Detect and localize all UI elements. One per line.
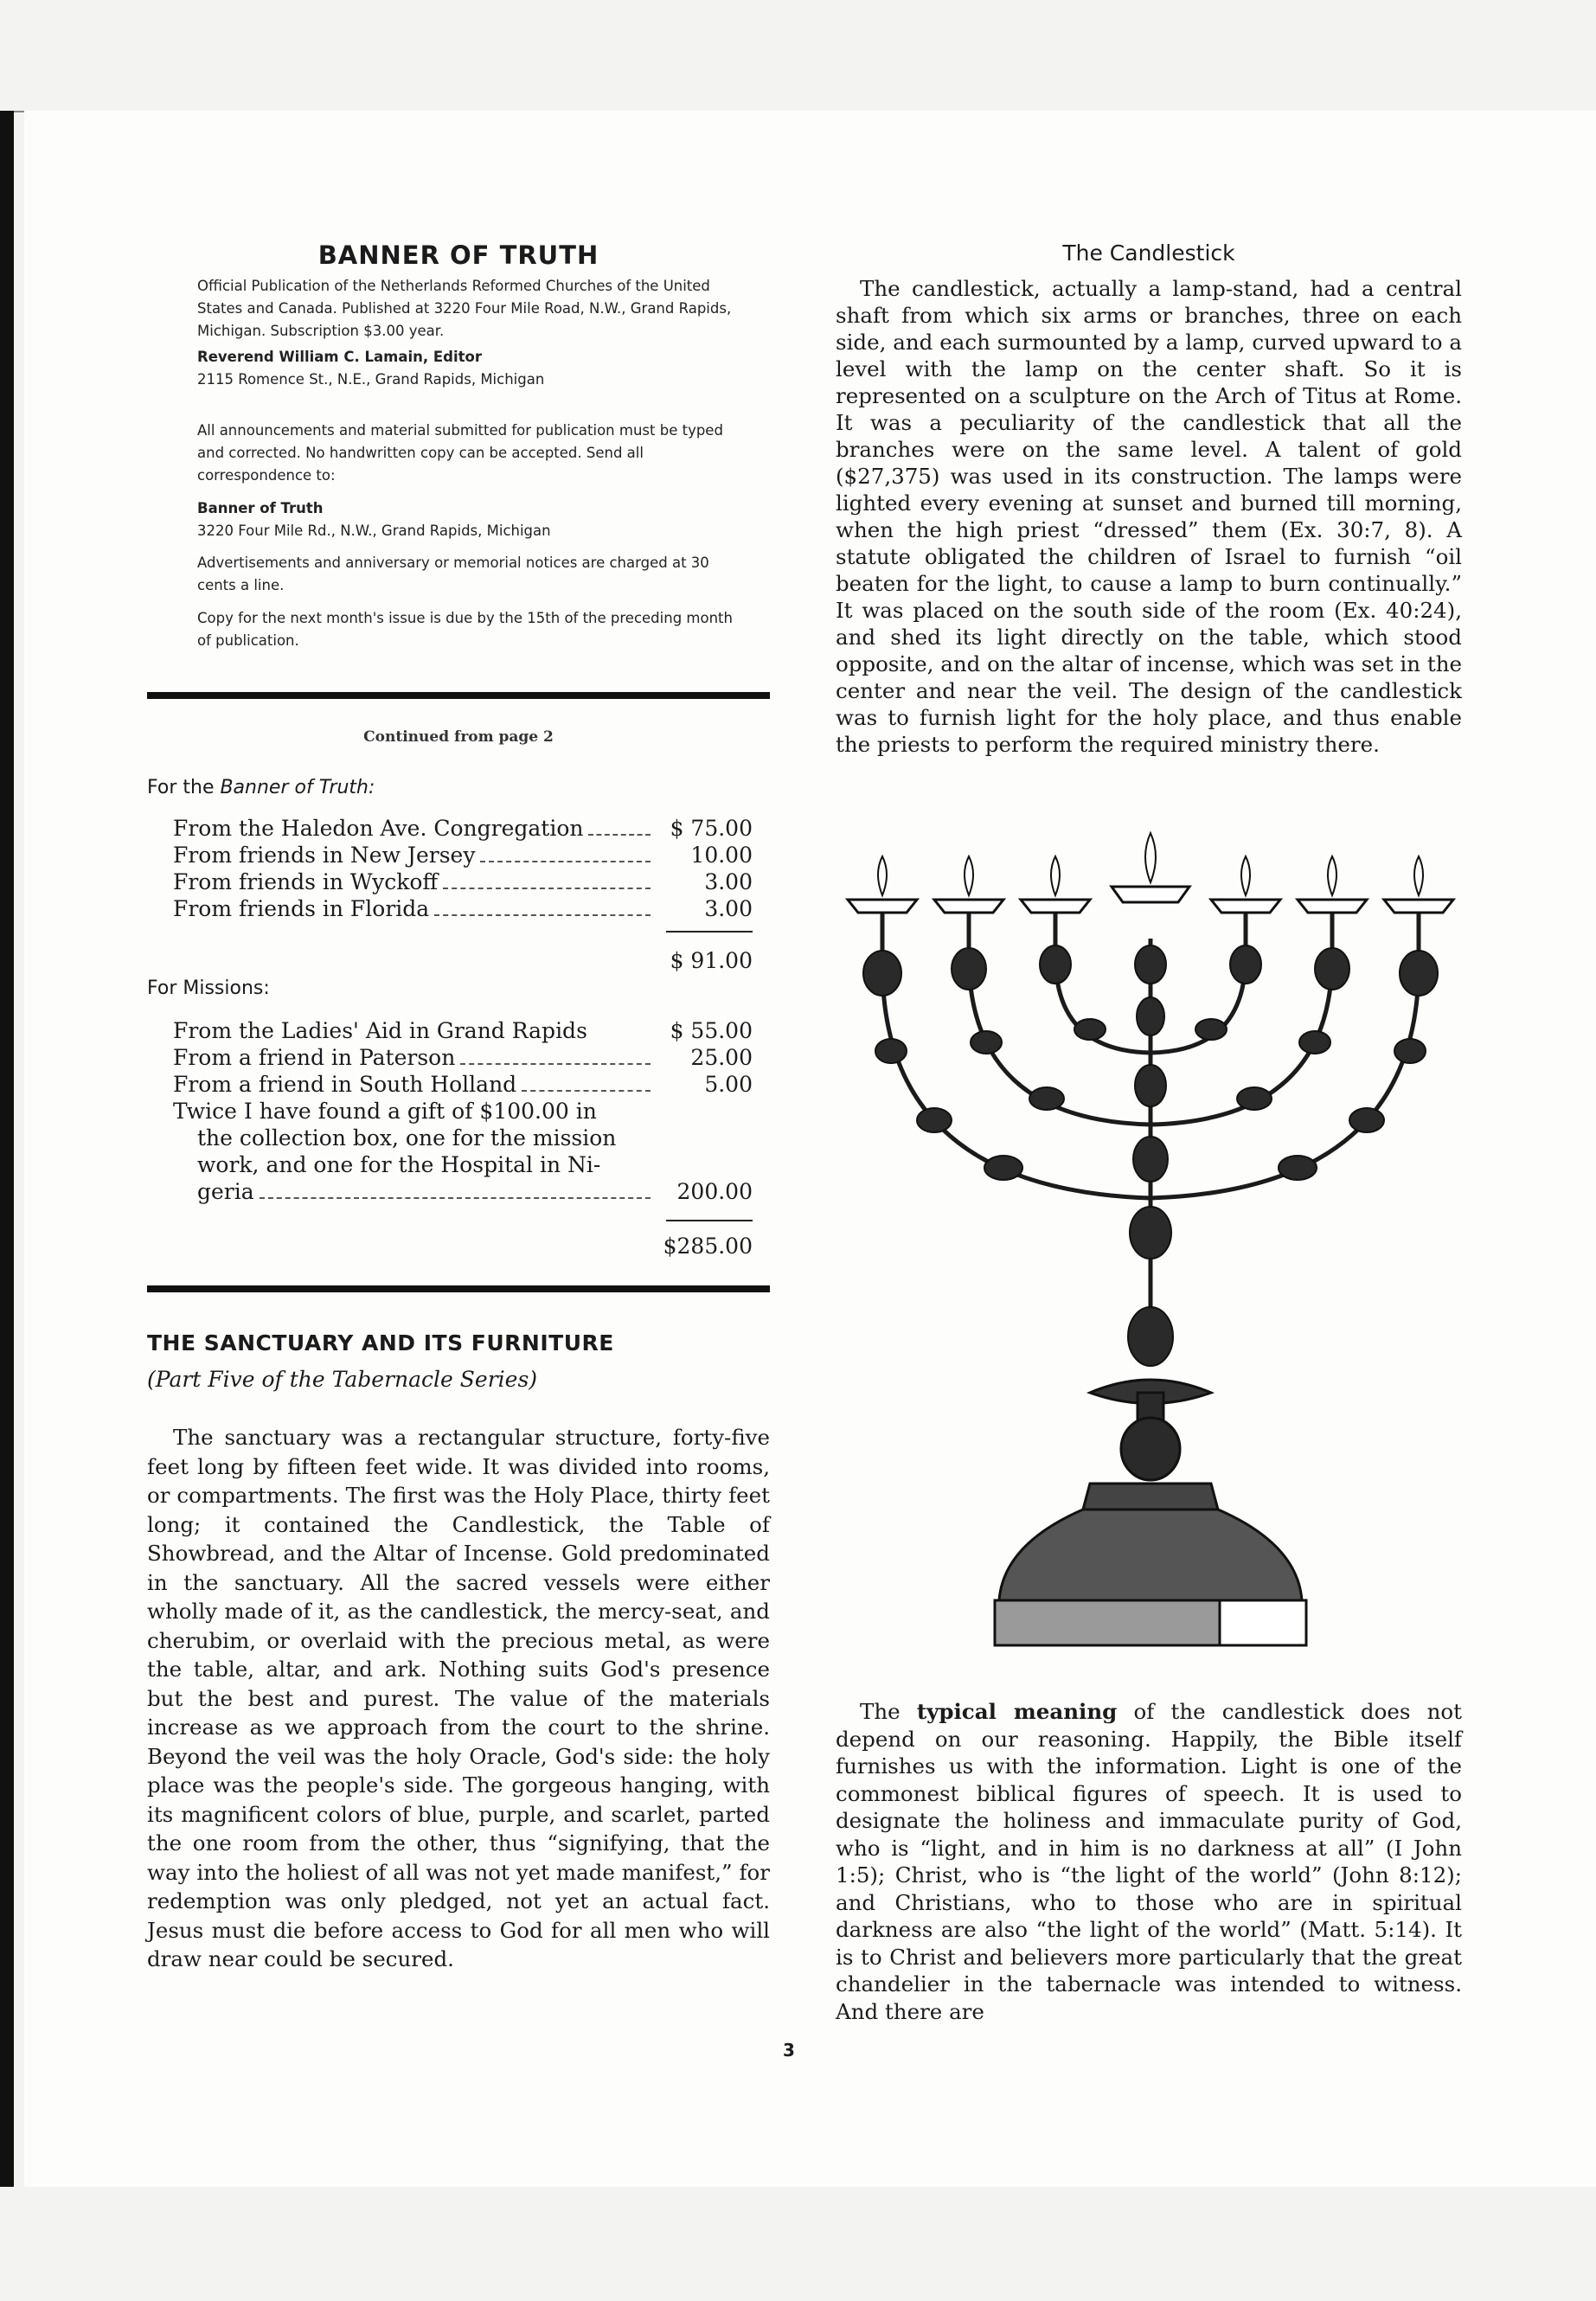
article-title: THE SANCTUARY AND ITS FURNITURE [147, 1330, 614, 1356]
editor-address: 2115 Romence St., N.E., Grand Rapids, Michigan [197, 371, 545, 388]
leader-dots [434, 913, 651, 916]
missions-list [173, 1017, 753, 1205]
ledger-row [173, 1151, 753, 1178]
menorah-base [995, 1380, 1306, 1645]
ledger-row [173, 1178, 753, 1205]
section-rule [147, 1285, 770, 1292]
leader-dots [588, 833, 651, 836]
row-label: From a friend in Paterson [173, 1045, 456, 1070]
row-label: From friends in Wyckoff [173, 869, 439, 894]
leader-dots [589, 1037, 656, 1038]
row-label: From friends in Florida [173, 896, 430, 921]
row-amount: 5.00 [704, 1072, 753, 1097]
masthead-correspondence [197, 497, 734, 542]
article-subtitle: (Part Five of the Tabernacle Series) [147, 1367, 538, 1392]
ledger-row [173, 1098, 753, 1125]
row-amount: 200.00 [676, 1179, 753, 1204]
missions-heading: For Missions: [147, 977, 270, 999]
row-label: From friends in New Jersey [173, 843, 476, 868]
official-text: Official Publication of the Netherlands Reformed Churches of the United States and Canada. Published at 3220 Four Mile Road, N.W., Grand Rapids, Michigan. Subscription $3.00 year. [197, 278, 732, 339]
row-label: From the Haledon Ave. Congregation [173, 816, 584, 841]
ledger-row [173, 1044, 753, 1071]
row-amount: 3.00 [704, 896, 753, 921]
candlestick-body: The candlestick, actually a lamp-stand, had a central shaft from which six arms or branches, three on each side, and each surmounted by a lamp, curved upward to a level with the lamp on the center shaft. So it is represented on a sculpture on the Arch of Titus at Rome. It was a peculiarity of the candlestick that all the branches were on the same level. A talent of gold ($27,375) was used in its construction. The lamps were lighted every evening at sunset and burned till morning, when the high priest “dressed” them (Ex. 30:7, 8). A statute obligated the children of Israel to furnish “oil beaten for the light, to cause a lamp to burn continually.” It was placed on the south side of the room (Ex. 40:24), and shed its light directly on the table, which stood opposite, and on the altar of incense, which was set in the center and near the veil. The design of the candlestick was to furnish light for the holy place, and thus enable the priests to perform the required ministry there. [836, 276, 1462, 757]
ledger-row [173, 895, 753, 922]
ledger-row [173, 1071, 753, 1098]
row-label: Twice I have found a gift of $100.00 in [173, 1099, 597, 1124]
masthead-title: BANNER OF TRUTH [317, 240, 599, 270]
typical-rest: of the candlestick does not depend on our reasoning. Happily, the Bible itself furnishes us with the information. Light is one of the commonest biblical figures of speech. It is used to designate the holiness and immaculate purity of God, who is “light, and in him is no darkness at all” (I John 1:5); Christ, who is “the light of the world” (John 8:12); and Christians, who to those who are in spiritual darkness are also “the light of the world” (Matt. 5:14). It is to Christ and believers more particularly that the great chandelier in the tabernacle was intended to witness. And there are [836, 1699, 1462, 2024]
missions-total: $285.00 [663, 1234, 753, 1259]
leader-dots [260, 1196, 651, 1199]
heading-plain: For the [147, 777, 221, 798]
heading-italic: Banner of Truth: [220, 777, 375, 798]
banner-gifts-list [173, 815, 753, 922]
menorah-illustration [830, 826, 1471, 1682]
row-amount: $ 55.00 [670, 1018, 753, 1043]
correspondence-name: Banner of Truth [197, 500, 324, 516]
typical-bold: typical meaning [916, 1699, 1118, 1724]
row-label: From a friend in South Holland [173, 1072, 517, 1097]
typical-intro: The [860, 1699, 917, 1724]
leader-dots [460, 1062, 651, 1065]
leader-dots [443, 887, 651, 889]
total-rule [666, 931, 753, 933]
page-number: 3 [783, 2040, 795, 2061]
row-amount: $ 75.00 [670, 816, 753, 841]
leader-dots [522, 1089, 651, 1092]
ledger-row [173, 815, 753, 842]
row-amount: 10.00 [690, 843, 753, 868]
ledger-row [173, 1125, 753, 1151]
scan-left-edge [0, 111, 14, 2187]
row-amount: 3.00 [704, 869, 753, 894]
masthead-official [197, 275, 734, 343]
ledger-row [173, 868, 753, 895]
masthead-advertisements: Advertisements and anniversary or memorial notices are charged at 30 cents a line. [197, 554, 709, 593]
row-amount: 25.00 [690, 1045, 753, 1070]
correspondence-address: 3220 Four Mile Rd., N.W., Grand Rapids, Michigan [197, 522, 551, 539]
row-label: From the Ladies' Aid in Grand Rapids [173, 1018, 587, 1043]
candlestick-title: The Candlestick [1062, 240, 1235, 266]
leader-dots [480, 860, 651, 862]
row-label: geria [197, 1179, 254, 1204]
section-rule [147, 692, 770, 699]
masthead-editor [197, 346, 734, 391]
banner-gifts-total: $ 91.00 [670, 948, 753, 973]
row-label: the collection box, one for the mission [197, 1125, 617, 1150]
lamp-cups [848, 887, 1453, 913]
typical-meaning-paragraph [836, 1698, 1462, 2025]
editor-name: Reverend William C. Lamain, Editor [197, 349, 482, 365]
ledger-row [173, 1017, 753, 1044]
banner-gifts-heading [147, 777, 375, 798]
row-label: work, and one for the Hospital in Ni- [197, 1152, 601, 1177]
total-rule [666, 1220, 753, 1221]
masthead-copy-due: Copy for the next month's issue is due by the 15th of the preceding month of publication. [197, 610, 733, 649]
ledger-row [173, 842, 753, 868]
continued-note: Continued from page 2 [363, 728, 554, 746]
masthead-announcements: All announcements and material submitted for publication must be typed and corrected. No handwritten copy can be accepted. Send all correspondence to: [197, 422, 723, 484]
article-body: The sanctuary was a rectangular structure, forty-five feet long by fifteen feet wide. It was divided into rooms, or compartments. The first was the Holy Place, thirty feet long; it contained the Candlestick, the Table of Showbread, and the Altar of Incense. Gold predominated in the sanctuary. All the sacred vessels were either wholly made of it, as the candlestick, the mercy-seat, and cherubim, or overlaid with the precious metal, as were the table, altar, and ark. Nothing suits God's presence but the best and purest. The value of the materials increase as we approach from the court to the shrine. Beyond the veil was the holy Oracle, God's side: the holy place was the people's side. The gorgeous hanging, with its magnificent colors of blue, purple, and scarlet, parted the one room from the other, thus “signifying, that the way into the holiest of all was not yet made manifest,” for redemption was only pledged, not yet an actual fact. Jesus must die before access to God for all men who will draw near could be secured. [147, 1425, 770, 1971]
